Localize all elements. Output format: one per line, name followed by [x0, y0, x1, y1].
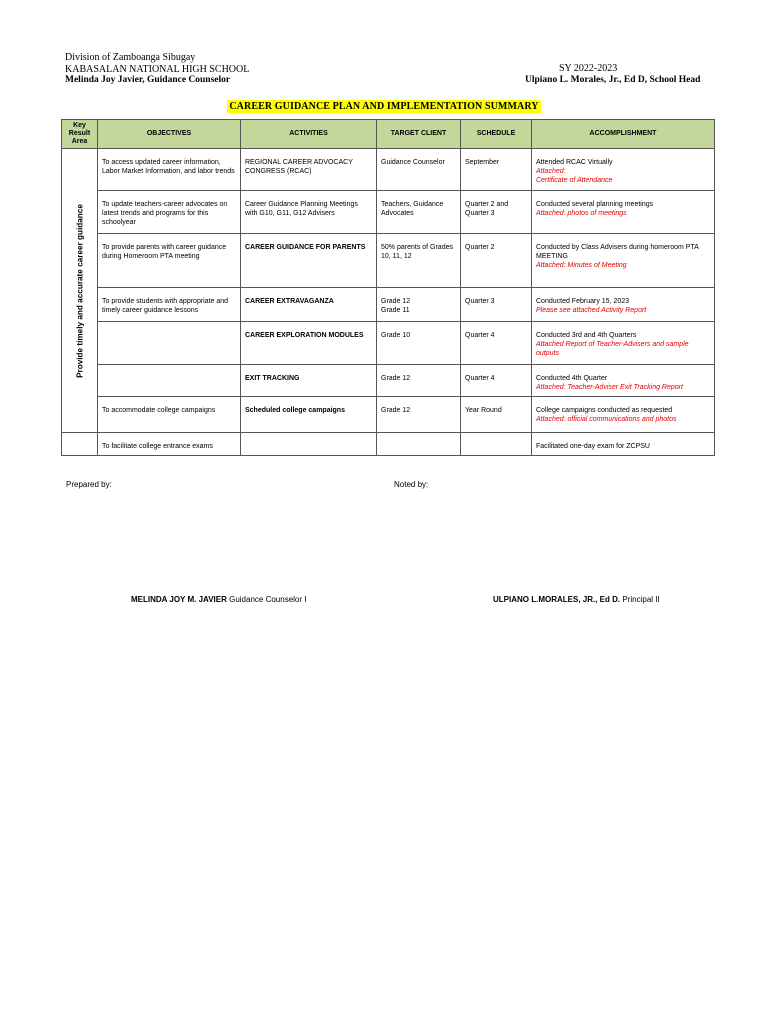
target-client-cell: [377, 397, 461, 433]
accomplishment-text: Conducted by Class Advisers during homeroom PTA MEETING: [536, 244, 699, 261]
cell-line: Attached: photos of meetings: [536, 210, 627, 218]
cell-line: Teachers, Guidance Advocates: [381, 201, 444, 218]
header-left: [65, 52, 249, 87]
activity-cell: REGIONAL CAREER ADVOCACY CONGRESS (RCAC): [241, 149, 377, 191]
activity-cell: EXIT TRACKING: [241, 365, 377, 397]
table-body: [62, 149, 715, 456]
cell-line: Quarter 4: [465, 375, 495, 382]
accomplishment-cell: [532, 191, 715, 234]
accomplishment-cell: [532, 433, 715, 456]
col-header-kra: Key Result Area: [62, 120, 98, 149]
accomplishment-text: Conducted 3rd and 4th Quarters: [536, 332, 637, 339]
empty-kra-cell: [62, 433, 98, 456]
cell-line: Grade 12: [381, 407, 411, 414]
cell-line: Attached: Teacher-Adviser Exit Tracking Report: [536, 384, 683, 392]
accomplishment-text: Conducted 4th Quarter: [536, 375, 608, 382]
cell-line: Quarter 2: [465, 244, 495, 251]
title-wrap: [0, 96, 768, 114]
accomplishment-cell: [532, 365, 715, 397]
col-header-schedule: SCHEDULE: [461, 120, 532, 149]
schedule-cell: [461, 234, 532, 288]
target-client-cell: [377, 234, 461, 288]
col-header-target-client: TARGET CLIENT: [377, 120, 461, 149]
schedule-cell: [461, 433, 532, 456]
activity-cell: Career Guidance Planning Meetings with G10, G11, G12 Advisers: [241, 191, 377, 234]
cell-line: Grade 10: [381, 332, 411, 339]
table-row: [62, 365, 715, 397]
cell-line: 50% parents of Grades 10, 11, 12: [381, 244, 453, 261]
accomplishment-cell: [532, 322, 715, 365]
objective-cell: To accommodate college campaigns: [98, 397, 241, 433]
target-client-cell: [377, 365, 461, 397]
cell-line: Grade 11: [381, 307, 410, 315]
preparer-signature: [131, 595, 307, 604]
objective-cell: To provide students with appropriate and timely career guidance lessons: [98, 288, 241, 322]
cell-line: Attached Report of Teacher-Advisers and sample outputs: [536, 341, 689, 358]
accomplishment-cell: [532, 288, 715, 322]
col-header-activities: ACTIVITIES: [241, 120, 377, 149]
accomplishment-cell: [532, 234, 715, 288]
key-result-area-cell: [62, 149, 98, 433]
noter-title: Principal II: [622, 595, 660, 604]
accomplishment-text: Conducted February 15, 2023: [536, 298, 630, 305]
counselor-name: Melinda Joy Javier, Guidance Counselor: [65, 75, 231, 85]
cell-line: Quarter 2 and Quarter 3: [465, 201, 509, 218]
objective-cell: To facilitate college entrance exams: [98, 433, 241, 456]
school-name: KABASALAN NATIONAL HIGH SCHOOL: [65, 63, 250, 75]
accomplishment-text: Facilitated one-day exam for ZCPSU: [536, 443, 650, 450]
table-row: [62, 191, 715, 234]
key-result-area-text: Provide timely and accurate career guidance: [74, 203, 84, 378]
division-name: Division of Zamboanga Sibugay: [65, 52, 196, 63]
plan-table: [61, 119, 715, 456]
accomplishment-cell: [532, 149, 715, 191]
activity-cell: CAREER GUIDANCE FOR PARENTS: [241, 234, 377, 288]
cell-line: Grade 12: [381, 298, 411, 305]
schedule-cell: [461, 365, 532, 397]
objective-cell: To update teachers-career advocates on latest trends and programs for this schoolyear: [98, 191, 241, 234]
cell-line: Certificate of Attendance: [536, 177, 613, 185]
table-row: [62, 288, 715, 322]
target-client-cell: [377, 191, 461, 234]
target-client-cell: [377, 433, 461, 456]
schedule-cell: [461, 397, 532, 433]
cell-line: Please see attached Activity Report: [536, 307, 647, 315]
table-header-row: [62, 120, 715, 149]
document-title: CAREER GUIDANCE PLAN AND IMPLEMENTATION SUMMARY: [229, 101, 539, 112]
prepared-by-label: Prepared by:: [66, 480, 112, 489]
schedule-cell: [461, 288, 532, 322]
table-row: [62, 397, 715, 433]
table-row: [62, 433, 715, 456]
activity-cell: CAREER EXTRAVAGANZA: [241, 288, 377, 322]
cell-line: Quarter 4: [465, 332, 495, 339]
col-header-accomplishment: ACCOMPLISHMENT: [532, 120, 715, 149]
col-header-objectives: OBJECTIVES: [98, 120, 241, 149]
cell-line: Year Round: [465, 407, 502, 414]
schedule-cell: [461, 191, 532, 234]
preparer-title: Guidance Counselor I: [229, 595, 307, 604]
objective-cell: [98, 322, 241, 365]
cell-line: Attached:: [536, 168, 566, 176]
target-client-cell: [377, 149, 461, 191]
school-year: SY 2022-2023: [559, 63, 618, 74]
noter-signature: [493, 595, 660, 604]
noted-by-label: Noted by:: [394, 480, 429, 489]
objective-cell: To access updated career information, Labor Market Information, and labor trends: [98, 149, 241, 191]
cell-line: Guidance Counselor: [381, 159, 445, 166]
cell-line: Quarter 3: [465, 298, 495, 305]
objective-cell: To provide parents with career guidance during Homeroom PTA meeting: [98, 234, 241, 288]
accomplishment-text: Conducted several planning meetings: [536, 201, 654, 208]
cell-line: Attached: Minutes of Meeting: [536, 262, 627, 270]
activity-cell: [241, 433, 377, 456]
target-client-cell: [377, 322, 461, 365]
accomplishment-text: College campaigns conducted as requested: [536, 407, 673, 414]
schedule-cell: [461, 149, 532, 191]
objective-cell: [98, 365, 241, 397]
cell-line: Grade 12: [381, 375, 411, 382]
noter-name: ULPIANO L.MORALES, JR., Ed D.: [493, 595, 621, 604]
target-client-cell: [377, 288, 461, 322]
activity-cell: Scheduled college campaigns: [241, 397, 377, 433]
table-row: [62, 322, 715, 365]
activity-cell: CAREER EXPLORATION MODULES: [241, 322, 377, 365]
table-row: [62, 149, 715, 191]
accomplishment-text: Attended RCAC Virtually: [536, 159, 613, 166]
table-row: [62, 234, 715, 288]
header-right: [525, 63, 715, 86]
cell-line: September: [465, 159, 500, 166]
accomplishment-cell: [532, 397, 715, 433]
cell-line: Attached: official communications and photos: [536, 416, 677, 424]
preparer-name: MELINDA JOY M. JAVIER: [131, 595, 227, 604]
school-head: Ulpiano L. Morales, Jr., Ed D, School Head: [525, 74, 701, 85]
schedule-cell: [461, 322, 532, 365]
